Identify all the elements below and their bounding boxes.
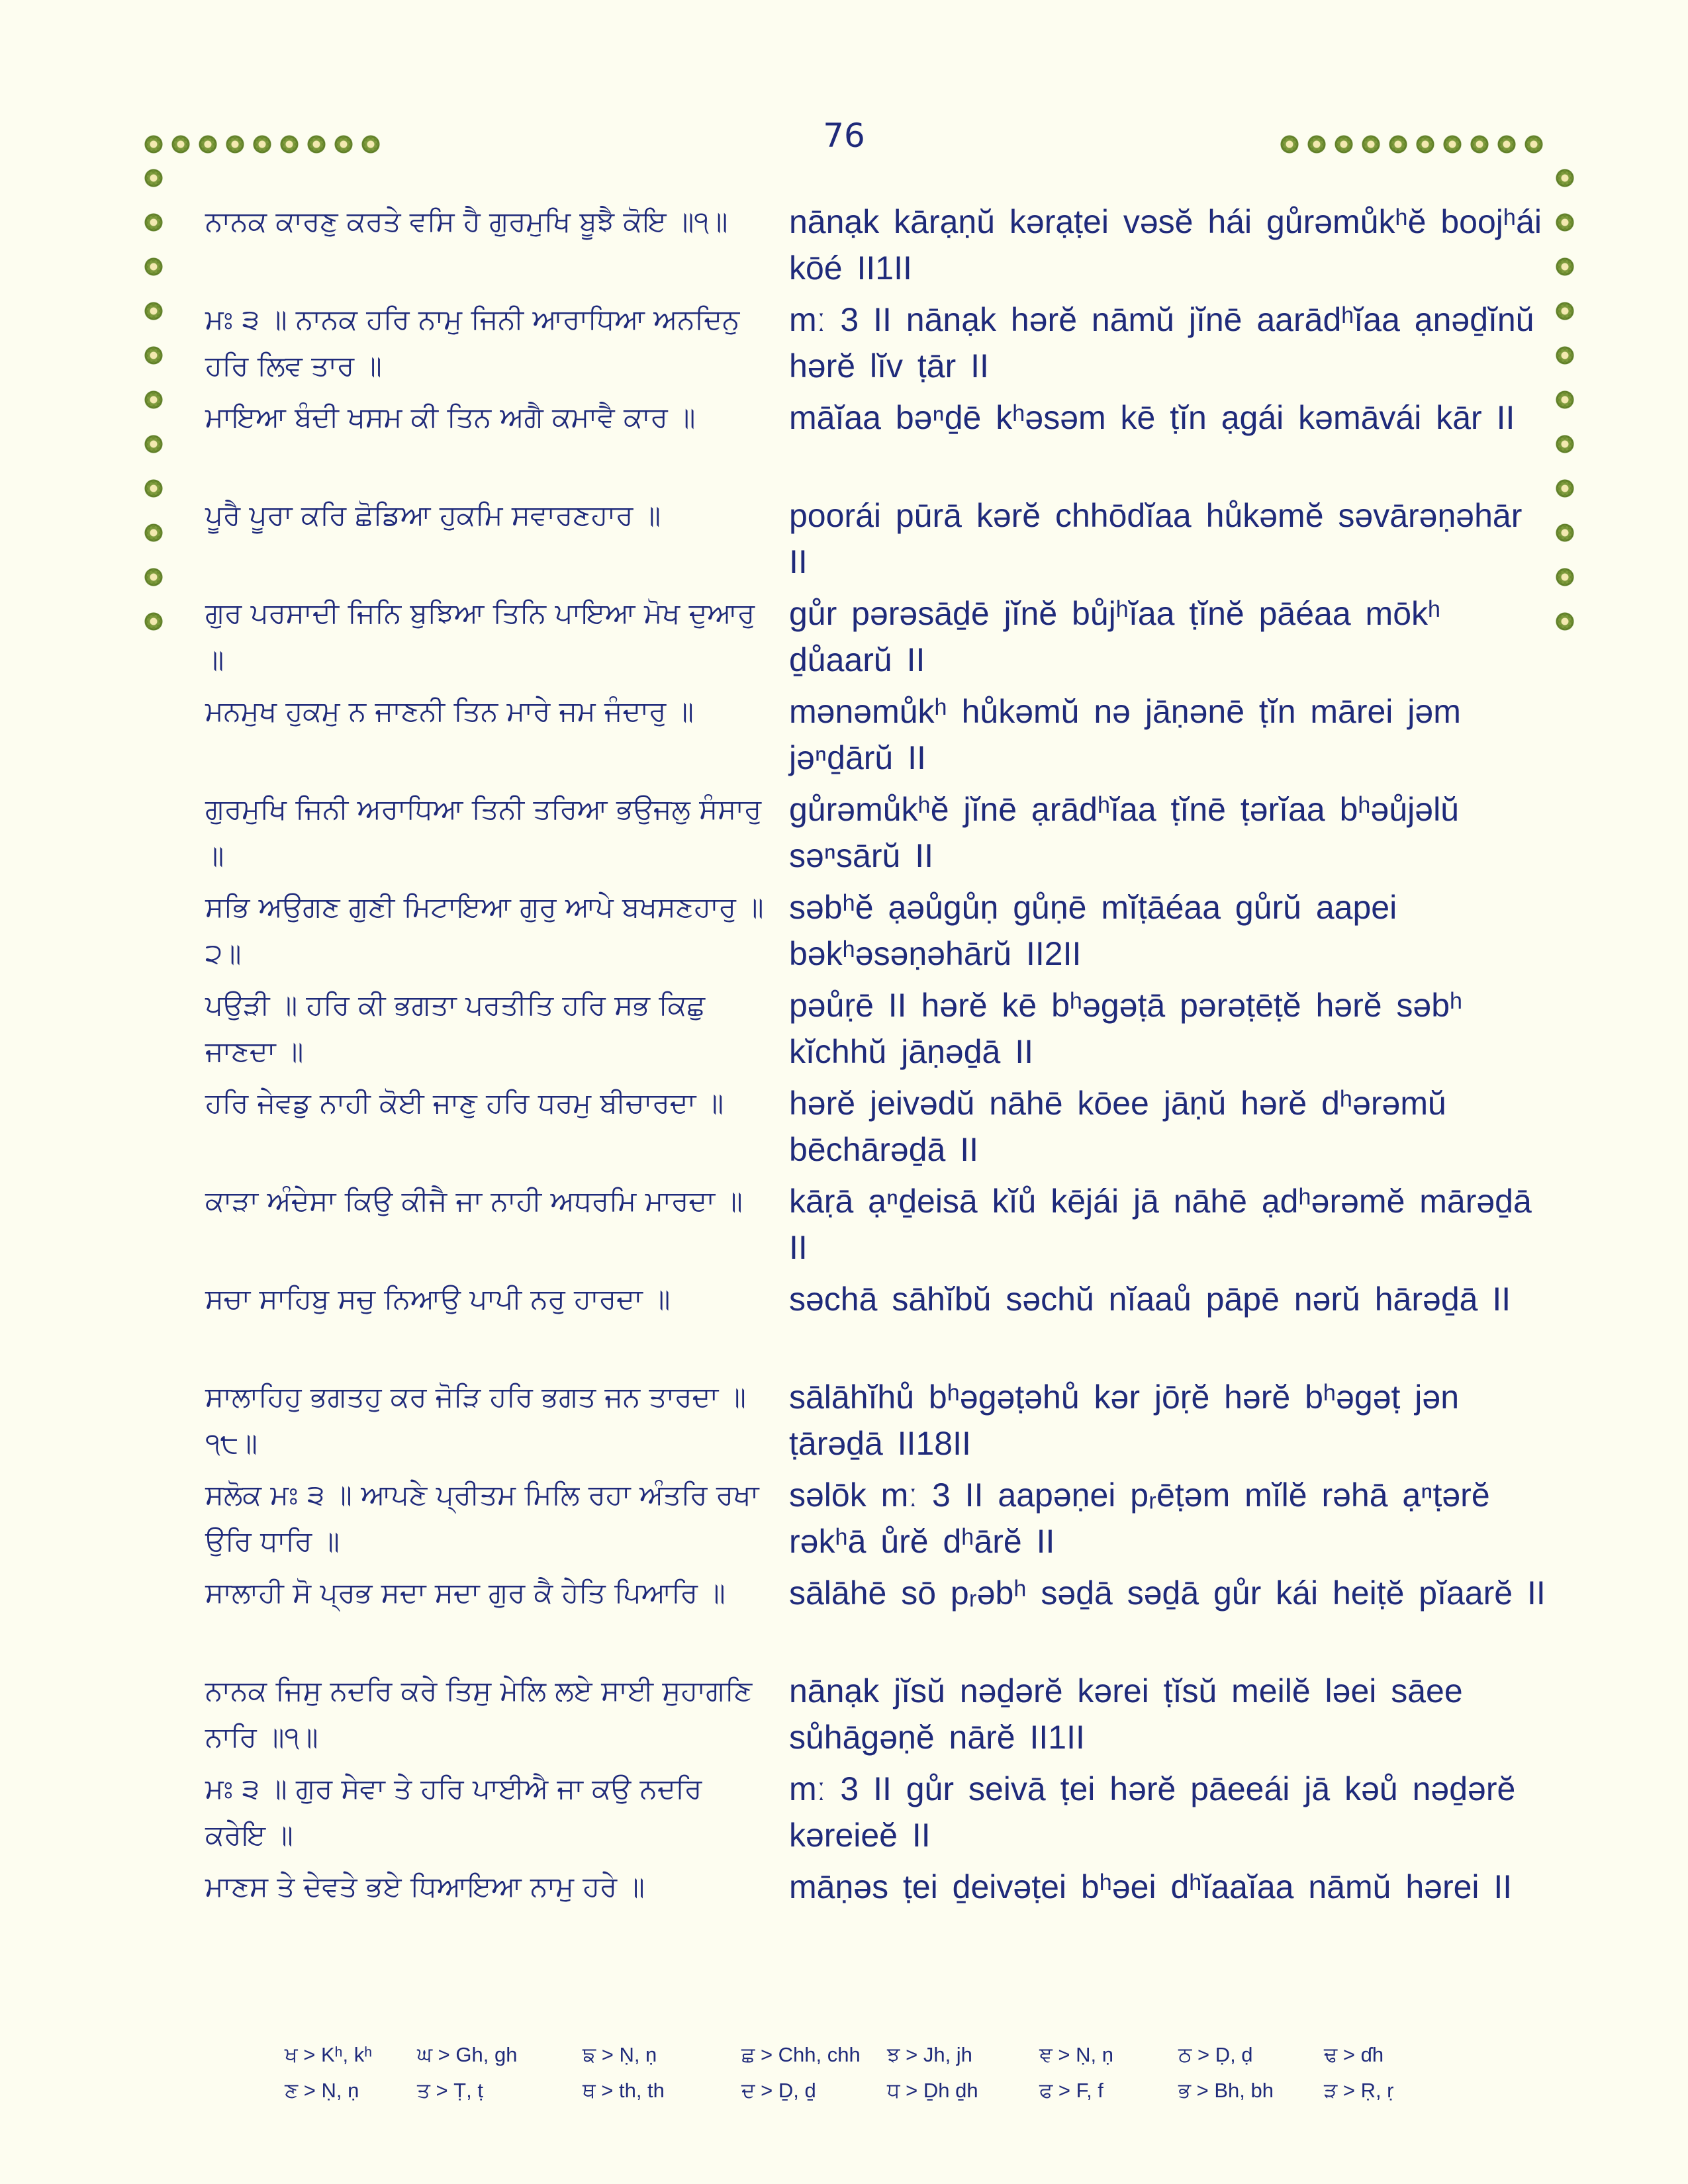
flower-ornament-icon bbox=[144, 568, 163, 586]
flower-ornament-icon bbox=[144, 612, 163, 631]
gurmukhi-text: ਪਉੜੀ ॥ ਹਰਿ ਕੀ ਭਗਤਾ ਪਰਤੀਤਿ ਹਰਿ ਸਭ ਕਿਛੁ ਜਾਣਦਾ ॥ bbox=[205, 989, 705, 1068]
flower-ornament-icon bbox=[1389, 135, 1407, 154]
flower-ornament-icon bbox=[1556, 390, 1574, 409]
transliteration-text: pəůṛē II hərĕ kē bʰəgəṭā pərəṭēṭĕ hərĕ səbʰ kĭchhŭ jāṇəḏā II bbox=[789, 987, 1463, 1070]
gurmukhi-text: ਮਃ ੩ ॥ ਗੁਰ ਸੇਵਾ ਤੇ ਹਰਿ ਪਾਈਐ ਜਾ ਕਉ ਨਦਰਿ ਕਰੇਇ ॥ bbox=[205, 1772, 702, 1851]
gurmukhi-text: ਨਾਨਕ ਕਾਰਣੁ ਕਰਤੇ ਵਸਿ ਹੈ ਗੁਰਮੁਖਿ ਬੂਝੈ ਕੋਇ ॥੧॥ bbox=[205, 205, 728, 238]
legend-item: ਥ > th, th bbox=[583, 2078, 665, 2102]
verse-row bbox=[205, 199, 1542, 296]
transliteration-text: māṇəs ṭei ḏeivəṭei bʰəei dʰĭaaĭaa nāmŭ hərei II bbox=[789, 1868, 1513, 1905]
flower-ornament-icon bbox=[1443, 135, 1462, 154]
gurmukhi-text: ਹਰਿ ਜੇਵਡੁ ਨਾਹੀ ਕੋਈ ਜਾਣੁ ਹਰਿ ਧਰਮੁ ਬੀਚਾਰਦਾ ॥ bbox=[205, 1087, 724, 1119]
verse-row bbox=[205, 1668, 1536, 1766]
flower-ornament-icon bbox=[1497, 135, 1516, 154]
legend-item: ੜ > Ṛ, ṛ bbox=[1324, 2078, 1394, 2102]
transliteration-text: kāṛā ạⁿḏeisā kĭů kējái jā nāhē ạdʰərəmĕ mārəḏā II bbox=[789, 1183, 1532, 1266]
verse-row bbox=[205, 394, 1536, 492]
verse-row bbox=[205, 590, 1536, 688]
verse-row bbox=[205, 1178, 1536, 1276]
transliteration-text: nānạk kārạṇŭ kərạṭei vəsĕ hái gůrəmůkʰĕ boojʰái kōé II1II bbox=[789, 203, 1542, 287]
flower-ornament-icon bbox=[171, 135, 190, 154]
flower-ornament-icon bbox=[1556, 612, 1574, 631]
legend-item: ਖ > Kʰ, kʰ bbox=[285, 2042, 373, 2066]
flower-ornament-icon bbox=[144, 523, 163, 542]
transliteration-text: hərĕ jeivədŭ nāhē kōee jāṇŭ hərĕ dʰərəmŭ bēchārəḏā II bbox=[789, 1085, 1446, 1168]
gurmukhi-text: ਮਃ ੩ ॥ ਨਾਨਕ ਹਰਿ ਨਾਮੁ ਜਿਨੀ ਆਰਾਧਿਆ ਅਨਦਿਨੁ ਹਰਿ ਲਿਵ ਤਾਰ ॥ bbox=[205, 303, 740, 382]
legend-item: ਠ > Ḍ, ḍ bbox=[1178, 2042, 1253, 2066]
legend-item: ਣ > Ṇ, ṇ bbox=[285, 2078, 359, 2102]
flower-ornament-icon bbox=[1556, 302, 1574, 320]
flower-ornament-icon bbox=[1556, 479, 1574, 498]
page-number: 76 bbox=[823, 116, 865, 155]
decorative-border-top-left bbox=[144, 135, 380, 154]
flower-ornament-icon bbox=[144, 169, 163, 187]
flower-ornament-icon bbox=[1524, 135, 1543, 154]
decorative-border-left bbox=[144, 169, 163, 648]
flower-ornament-icon bbox=[144, 302, 163, 320]
transliteration-text: gůr pərəsāḏē jĭnĕ bůjʰĭaa ṭĭnĕ pāéaa mōkʰ ḏůaarŭ II bbox=[789, 595, 1441, 678]
verse-row bbox=[205, 786, 1536, 884]
flower-ornament-icon bbox=[1335, 135, 1353, 154]
transliteration-text: gůrəmůkʰĕ jĭnē ạrādʰĭaa ṭĭnē ṭərĭaa bʰəůjəlŭ səⁿsārŭ II bbox=[789, 791, 1459, 874]
flower-ornament-icon bbox=[1556, 346, 1574, 365]
transliteration-text: səchā sāhĭbŭ səchŭ nĭaaů pāpē nərŭ hārəḏā II bbox=[789, 1281, 1511, 1318]
flower-ornament-icon bbox=[1556, 169, 1574, 187]
legend-item: ਘ > Gh, gh bbox=[417, 2042, 518, 2066]
verse-row bbox=[205, 1276, 1536, 1374]
verse-row bbox=[205, 982, 1536, 1080]
legend-item: ਢ > ɗh bbox=[1324, 2042, 1384, 2066]
flower-ornament-icon bbox=[144, 213, 163, 232]
flower-ornament-icon bbox=[361, 135, 380, 154]
gurmukhi-text: ਸਭਿ ਅਉਗਣ ਗੁਣੀ ਮਿਟਾਇਆ ਗੁਰੁ ਆਪੇ ਬਖਸਣਹਾਰੁ ॥੨॥ bbox=[205, 891, 764, 970]
legend-item: ਦ > Ḏ, ḏ bbox=[741, 2078, 816, 2102]
gurmukhi-text: ਨਾਨਕ ਜਿਸੁ ਨਦਰਿ ਕਰੇ ਤਿਸੁ ਮੇਲਿ ਲਏ ਸਾਈ ਸੁਹਾਗਣਿ ਨਾਰਿ ॥੧॥ bbox=[205, 1674, 753, 1753]
gurmukhi-text: ਮਾਇਆ ਬੰਦੀ ਖਸਮ ਕੀ ਤਿਨ ਅਗੈ ਕਮਾਵੈ ਕਾਰ ॥ bbox=[205, 401, 696, 433]
legend-item: ਛ > Chh, chh bbox=[741, 2042, 861, 2066]
flower-ornament-icon bbox=[307, 135, 326, 154]
flower-ornament-icon bbox=[144, 390, 163, 409]
flower-ornament-icon bbox=[144, 135, 163, 154]
flower-ornament-icon bbox=[226, 135, 244, 154]
legend-item: ਧ > Ḏh ḏh bbox=[887, 2078, 978, 2102]
transliteration-text: māĭaa bəⁿḏē kʰəsəm kē ṭĭn ạgái kəmāvái kār II bbox=[789, 399, 1515, 436]
gurmukhi-text: ਪੂਰੈ ਪੂਰਾ ਕਰਿ ਛੋਡਿਆ ਹੁਕਮਿ ਸਵਾਰਣਹਾਰ ॥ bbox=[205, 499, 661, 531]
flower-ornament-icon bbox=[1470, 135, 1489, 154]
gurmukhi-text: ਮਨਮੁਖ ਹੁਕਮੁ ਨ ਜਾਣਨੀ ਤਿਨ ਮਾਰੇ ਜਮ ਜੰਦਾਰੁ ॥ bbox=[205, 695, 694, 727]
flower-ornament-icon bbox=[253, 135, 271, 154]
gurmukhi-text: ਸਲੋਕ ਮਃ ੩ ॥ ਆਪਣੇ ਪ੍ਰੀਤਮ ਮਿਲਿ ਰਹਾ ਅੰਤਰਿ ਰਖਾ ਉਰਿ ਧਾਰਿ ॥ bbox=[205, 1479, 759, 1557]
verse-row bbox=[205, 884, 1536, 982]
legend-item: ਞ > Ṇ, ṇ bbox=[1039, 2042, 1113, 2066]
flower-ornament-icon bbox=[144, 346, 163, 365]
verse-row bbox=[205, 1080, 1536, 1178]
gurmukhi-text: ਸਾਲਾਹੀ ਸੋ ਪ੍ਰਭ ਸਦਾ ਸਦਾ ਗੁਰ ਕੈ ਹੇਤਿ ਪਿਆਰਿ ॥ bbox=[205, 1576, 726, 1609]
flower-ornament-icon bbox=[1307, 135, 1326, 154]
decorative-border-right bbox=[1556, 169, 1574, 648]
transliteration-text: mənəmůkʰ hůkəmŭ nə jāṇənē ṭĭn mārei jəm jəⁿḏārŭ II bbox=[789, 693, 1461, 776]
verse-row bbox=[205, 688, 1536, 786]
gurmukhi-text: ਕਾੜਾ ਅੰਦੇਸਾ ਕਿਉ ਕੀਜੈ ਜਾ ਨਾਹੀ ਅਧਰਮਿ ਮਾਰਦਾ ॥ bbox=[205, 1185, 743, 1217]
gurmukhi-text: ਗੁਰ ਪਰਸਾਦੀ ਜਿਨਿ ਬੁਝਿਆ ਤਿਨਿ ਪਾਇਆ ਮੋਖ ਦੁਆਰੁ ॥ bbox=[205, 597, 755, 676]
flower-ornament-icon bbox=[1556, 435, 1574, 453]
flower-ornament-icon bbox=[1556, 213, 1574, 232]
transliteration-text: səbʰĕ ạəůgůṇ gůṇē mĭṭāéaa gůrŭ aapei bəkʰəsəṇəhārŭ II2II bbox=[789, 889, 1397, 972]
verse-row bbox=[205, 1864, 1536, 1962]
verse-row bbox=[205, 492, 1536, 590]
flower-ornament-icon bbox=[1362, 135, 1380, 154]
flower-ornament-icon bbox=[144, 479, 163, 498]
flower-ornament-icon bbox=[1556, 568, 1574, 586]
transliteration-text: sālāhē sō pᵣəbʰ səḏā səḏā gůr kái heiṭĕ pĭaarĕ II bbox=[789, 1574, 1546, 1612]
verse-row bbox=[205, 1374, 1536, 1472]
transliteration-text: poorái pūrā kərĕ chhōdĭaa hůkəmĕ səvārəṇəhār II bbox=[789, 497, 1523, 580]
legend-item: ਫ > F, f bbox=[1039, 2078, 1103, 2102]
flower-ornament-icon bbox=[280, 135, 299, 154]
transliteration-text: nānạk jĭsŭ nəḏərĕ kərei ṭĭsŭ meilĕ ləei sāee sůhāgəṇĕ nārĕ II1II bbox=[789, 1672, 1463, 1756]
gurmukhi-text: ਗੁਰਮੁਖਿ ਜਿਨੀ ਅਰਾਧਿਆ ਤਿਨੀ ਤਰਿਆ ਭਉਜਲੁ ਸੰਸਾਰੁ ॥ bbox=[205, 793, 762, 872]
verse-row bbox=[205, 1472, 1536, 1570]
verse-row bbox=[205, 1766, 1536, 1864]
legend-row bbox=[285, 2037, 1476, 2073]
transliteration-text: mː 3 II gůr seivā ṭei hərĕ pāeeái jā kəů nəḏərĕ kəreieĕ II bbox=[789, 1770, 1516, 1854]
transliteration-text: mː 3 II nānạk hərĕ nāmŭ jĭnē aarādʰĭaa ạnəḏĭnŭ hərĕ lĭv ṭār II bbox=[789, 301, 1534, 385]
flower-ornament-icon bbox=[1556, 257, 1574, 276]
flower-ornament-icon bbox=[144, 257, 163, 276]
transliteration-text: səlōk mː 3 II aapəṇei pᵣēṭəm mĭlĕ rəhā ạⁿṭərĕ rəkʰā ůrĕ dʰārĕ II bbox=[789, 1477, 1490, 1560]
flower-ornament-icon bbox=[199, 135, 217, 154]
gurmukhi-text: ਮਾਣਸ ਤੇ ਦੇਵਤੇ ਭਏ ਧਿਆਇਆ ਨਾਮੁ ਹਰੇ ॥ bbox=[205, 1870, 645, 1903]
verse-list bbox=[205, 199, 1546, 1962]
decorative-border-top-right bbox=[1280, 135, 1543, 154]
gurmukhi-text: ਸਾਲਾਹਿਹੁ ਭਗਤਹੁ ਕਰ ਜੋੜਿ ਹਰਿ ਭਗਤ ਜਨ ਤਾਰਦਾ ॥੧੮॥ bbox=[205, 1381, 746, 1459]
flower-ornament-icon bbox=[144, 435, 163, 453]
legend-item: ਭ > Bh, bh bbox=[1178, 2078, 1274, 2102]
verse-row bbox=[205, 1570, 1546, 1668]
legend-item: ਝ > Jh, jh bbox=[887, 2042, 972, 2066]
transliteration-legend bbox=[285, 2037, 1476, 2109]
legend-item: ਤ > Ṭ, ṭ bbox=[417, 2078, 483, 2102]
flower-ornament-icon bbox=[1556, 523, 1574, 542]
legend-row bbox=[285, 2073, 1476, 2109]
gurmukhi-text: ਸਚਾ ਸਾਹਿਬੁ ਸਚੁ ਨਿਆਉ ਪਾਪੀ ਨਰੁ ਹਾਰਦਾ ॥ bbox=[205, 1283, 671, 1315]
transliteration-text: sālāhĭhů bʰəgəṭəhů kər jōṛĕ hərĕ bʰəgəṭ jən ṭārəḏā II18II bbox=[789, 1379, 1460, 1462]
flower-ornament-icon bbox=[334, 135, 353, 154]
flower-ornament-icon bbox=[1280, 135, 1299, 154]
flower-ornament-icon bbox=[1416, 135, 1434, 154]
verse-row bbox=[205, 296, 1536, 394]
legend-item: ਙ > Ṇ, ṇ bbox=[583, 2042, 657, 2066]
